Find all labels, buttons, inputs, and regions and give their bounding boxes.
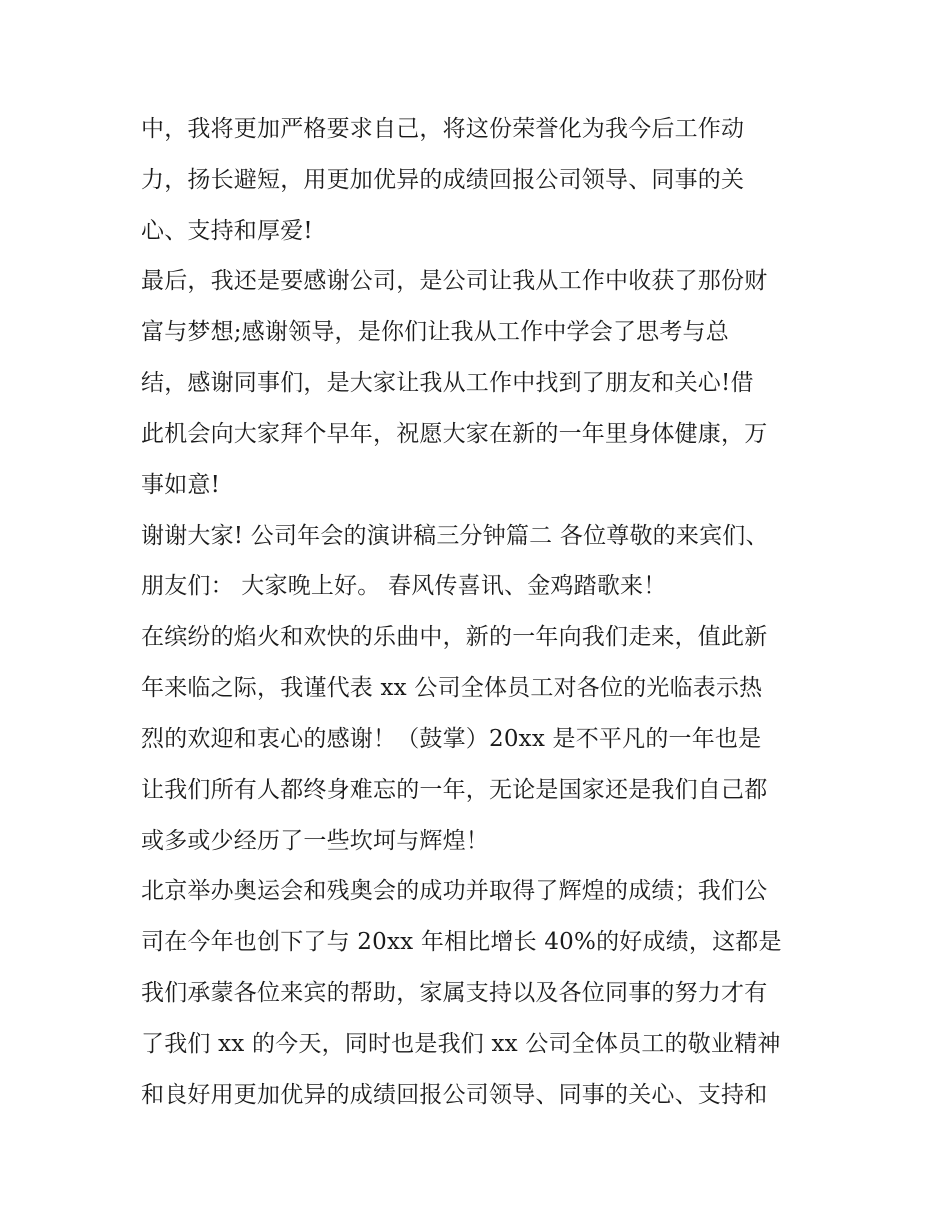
text-line: 此机会向大家拜个早年，祝愿大家在新的一年里身体健康，万 [141, 421, 768, 447]
text-line: 事如意! [141, 472, 221, 498]
text-line: 和良好用更加优异的成绩回报公司领导、同事的关心、支持和 [141, 1082, 768, 1108]
text-line: 年来临之际，我谨代表 xx 公司全体员工对各位的光临表示热 [141, 675, 763, 701]
text-line: 在缤纷的焰火和欢快的乐曲中，新的一年向我们走来，值此新 [141, 624, 768, 650]
text-line: 烈的欢迎和衷心的感谢！（鼓掌）20xx 是不平凡的一年也是 [141, 726, 762, 752]
text-line: 结，感谢同事们，是大家让我从工作中找到了朋友和关心!借 [141, 370, 754, 396]
text-line: 富与梦想;感谢领导，是你们让我从工作中学会了思考与总 [141, 319, 729, 345]
text-line: 谢谢大家! 公司年会的演讲稿三分钟篇二 各位尊敬的来宾们、 [141, 523, 769, 549]
text-line: 力，扬长避短，用更加优异的成绩回报公司领导、同事的关 [141, 167, 745, 193]
text-line: 北京举办奥运会和残奥会的成功并取得了辉煌的成绩；我们公 [141, 878, 768, 904]
text-line: 最后，我还是要感谢公司，是公司让我从工作中收获了那份财 [141, 268, 768, 294]
text-line: 我们承蒙各位来宾的帮助，家属支持以及各位同事的努力才有 [141, 980, 768, 1006]
text-line: 了我们 xx 的今天，同时也是我们 xx 公司全体员工的敬业精神 [141, 1031, 781, 1057]
text-line: 让我们所有人都终身难忘的一年，无论是国家还是我们自己都 [141, 777, 768, 803]
text-line: 司在今年也创下了与 20xx 年相比增长 40%的好成绩，这都是 [141, 929, 782, 955]
text-line: 心、支持和厚爱! [141, 218, 313, 244]
text-line: 朋友们： 大家晚上好。 春风传喜讯、金鸡踏歌来！ [141, 573, 667, 599]
text-line: 或多或少经历了一些坎坷与辉煌！ [141, 828, 489, 854]
text-line: 中，我将更加严格要求自己，将这份荣誉化为我今后工作动 [141, 116, 745, 142]
